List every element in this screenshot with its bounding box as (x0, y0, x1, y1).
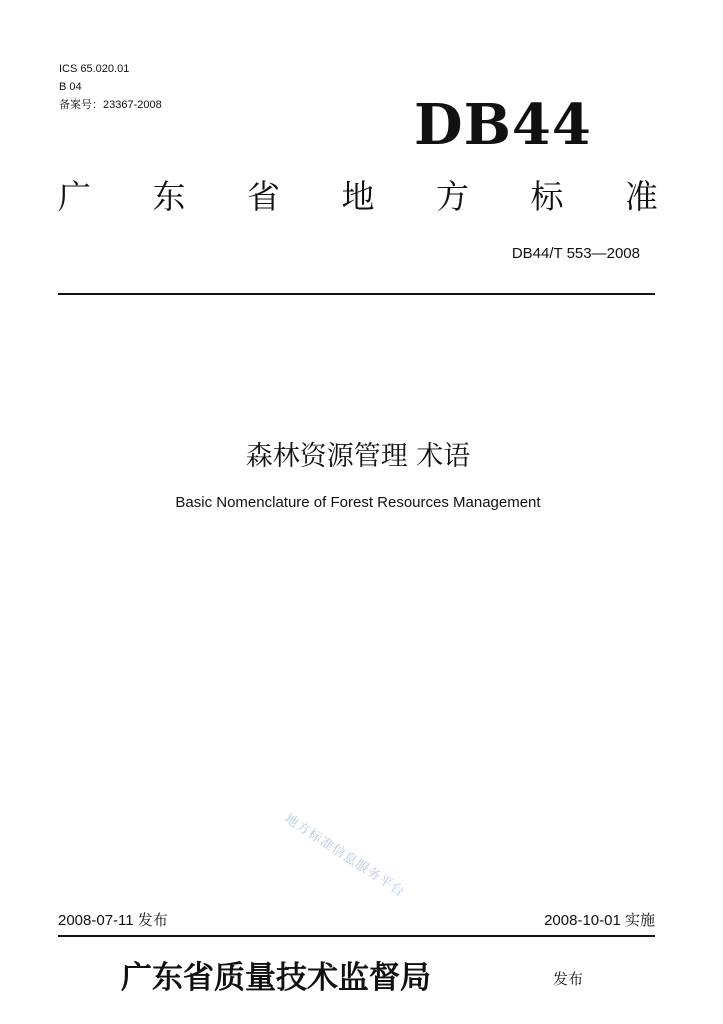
watermark-text: 地方标准信息服务平台 (281, 811, 408, 901)
issue-date: 2008-07-11 发布 (58, 912, 168, 929)
standard-type-heading (58, 172, 658, 222)
publisher-name: 广东省质量技术监督局 (121, 960, 431, 996)
bottom-divider (58, 935, 655, 937)
implementation-date: 2008-10-01 实施 (544, 912, 655, 929)
standard-type-char: 标 (530, 177, 564, 216)
standard-type-char: 方 (436, 177, 469, 216)
document-title-english: Basic Nomenclature of Forest Resources Management (175, 494, 541, 511)
standard-number: DB44/T 553—2008 (511, 245, 640, 262)
standard-type-char: 准 (625, 177, 658, 216)
record-number: 备案号：23367-2008 (59, 99, 162, 111)
ics-code: ICS 65.020.01 (59, 63, 130, 75)
standard-type-char: 东 (152, 177, 186, 216)
classification-code: B 04 (59, 81, 82, 93)
publish-label: 发布 (553, 970, 584, 988)
standard-type-char: 地 (341, 177, 375, 216)
standard-code-logo: DB44 (414, 92, 592, 158)
standard-type-char: 省 (247, 177, 280, 216)
document-title-chinese: 森林资源管理 术语 (245, 441, 471, 472)
standard-type-char: 广 (58, 177, 91, 216)
top-divider (58, 293, 655, 295)
